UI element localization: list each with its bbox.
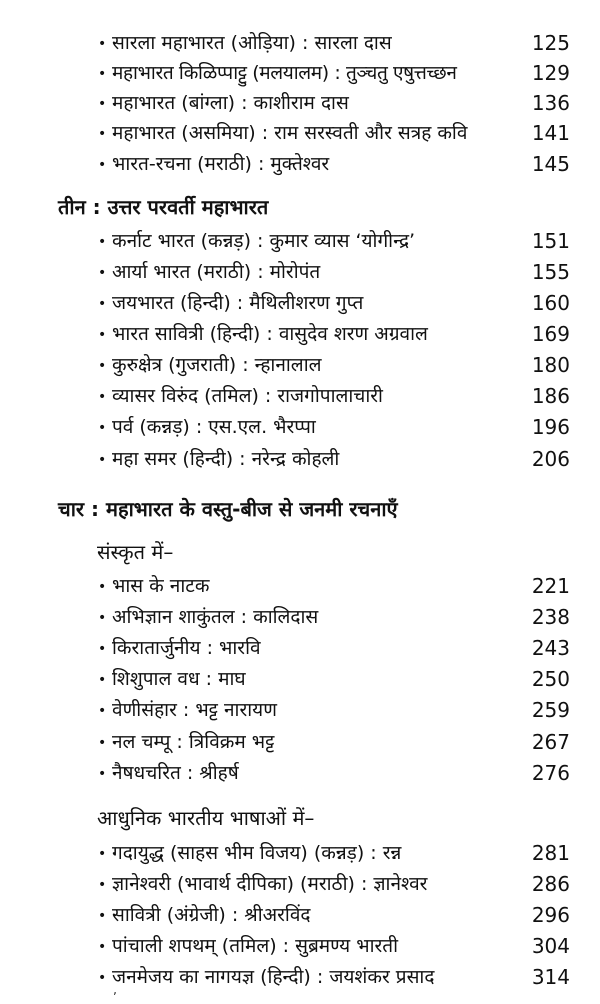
entry-title: ज्ञानेश्वरी (भावार्थ दीपिका) (मराठी) : ज्ञानेश्वर bbox=[112, 873, 428, 895]
cut-off-glyph-icon: ʼ bbox=[113, 990, 117, 1004]
entry-page-number: 186 bbox=[531, 384, 570, 408]
toc-entry bbox=[0, 633, 600, 663]
entry-title: सारला महाभारत (ओड़िया) : सारला दास bbox=[112, 32, 392, 54]
entry-page-number: 276 bbox=[531, 761, 570, 785]
bullet-icon: • bbox=[98, 264, 107, 281]
entry-title: व्यासर विरुंद (तमिल) : राजगोपालाचारी bbox=[112, 385, 383, 407]
bullet-icon: • bbox=[98, 845, 107, 862]
entry-page-number: 221 bbox=[531, 574, 570, 598]
entry-page-number: 296 bbox=[531, 903, 570, 927]
toc-entry bbox=[0, 602, 600, 632]
section-heading-chaar: चार : महाभारत के वस्तु-बीज से जनमी रचनाएँ bbox=[58, 497, 398, 521]
bullet-icon: • bbox=[98, 326, 107, 343]
entry-page-number: 155 bbox=[531, 260, 570, 284]
entry-page-number: 238 bbox=[531, 605, 570, 629]
entry-page-number: 304 bbox=[531, 934, 570, 958]
toc-entry bbox=[0, 444, 600, 474]
toc-entry bbox=[0, 118, 600, 148]
toc-entry bbox=[0, 900, 600, 930]
toc-entry bbox=[0, 838, 600, 868]
bullet-icon: • bbox=[98, 734, 107, 751]
entry-title: महाभारत (बांग्ला) : काशीराम दास bbox=[112, 92, 349, 114]
entry-title: पर्व (कन्नड़) : एस.एल. भैरप्पा bbox=[112, 416, 316, 438]
bullet-icon: • bbox=[98, 35, 107, 52]
entry-page-number: 206 bbox=[531, 447, 570, 471]
entry-page-number: 129 bbox=[531, 61, 570, 85]
entry-page-number: 151 bbox=[531, 229, 570, 253]
entry-page-number: 243 bbox=[531, 636, 570, 660]
toc-entry bbox=[0, 288, 600, 318]
toc-entry bbox=[0, 350, 600, 380]
entry-title: नल चम्पू : त्रिविक्रम भट्ट bbox=[112, 731, 275, 753]
entry-title: कर्नाट भारत (कन्नड़) : कुमार व्यास ‘योगीन्द्र’ bbox=[112, 230, 416, 252]
bullet-icon: • bbox=[98, 578, 107, 595]
bullet-icon: • bbox=[98, 907, 107, 924]
entry-title: किरातार्जुनीय : भारवि bbox=[112, 637, 261, 659]
bullet-icon: • bbox=[98, 95, 107, 112]
entry-title: वेणीसंहार : भट्ट नारायण bbox=[112, 699, 277, 721]
entry-page-number: 250 bbox=[531, 667, 570, 691]
toc-entry bbox=[0, 257, 600, 287]
entry-title: शिशुपाल वध : माघ bbox=[112, 668, 246, 690]
entry-page-number: 259 bbox=[531, 698, 570, 722]
toc-entry bbox=[0, 381, 600, 411]
entry-page-number: 125 bbox=[531, 31, 570, 55]
entry-title: नैषधचरित : श्रीहर्ष bbox=[112, 762, 239, 784]
subsection-heading-modern-indian-languages: आधुनिक भारतीय भाषाओं में– bbox=[97, 806, 315, 830]
bullet-icon: • bbox=[98, 295, 107, 312]
toc-entry bbox=[0, 962, 600, 992]
toc-entry bbox=[0, 727, 600, 757]
toc-entry bbox=[0, 869, 600, 899]
bullet-icon: • bbox=[98, 938, 107, 955]
bullet-icon: • bbox=[98, 640, 107, 657]
entry-title: महा समर (हिन्दी) : नरेन्द्र कोहली bbox=[112, 448, 340, 470]
entry-title: भारत सावित्री (हिन्दी) : वासुदेव शरण अग्रवाल bbox=[112, 323, 428, 345]
bullet-icon: • bbox=[98, 876, 107, 893]
entry-title: सावित्री (अंग्रेजी) : श्रीअरविंद bbox=[112, 904, 311, 926]
toc-entry bbox=[0, 58, 600, 88]
toc-entry bbox=[0, 88, 600, 118]
toc-entry bbox=[0, 931, 600, 961]
entry-page-number: 136 bbox=[531, 91, 570, 115]
bullet-icon: • bbox=[98, 156, 107, 173]
toc-entry bbox=[0, 226, 600, 256]
bullet-icon: • bbox=[98, 419, 107, 436]
toc-entry bbox=[0, 149, 600, 179]
bullet-icon: • bbox=[98, 233, 107, 250]
entry-page-number: 281 bbox=[531, 841, 570, 865]
entry-page-number: 286 bbox=[531, 872, 570, 896]
bullet-icon: • bbox=[98, 609, 107, 626]
entry-title: आर्या भारत (मराठी) : मोरोपंत bbox=[112, 261, 321, 283]
entry-title: जनमेजय का नागयज्ञ (हिन्दी) : जयशंकर प्रसाद bbox=[112, 966, 435, 988]
entry-title: जयभारत (हिन्दी) : मैथिलीशरण गुप्त bbox=[112, 292, 364, 314]
bullet-icon: • bbox=[98, 388, 107, 405]
entry-title: महाभारत किळिप्पाट्टु (मलयालम) : तुञ्चतु एषुत्तच्छन bbox=[112, 62, 457, 84]
entry-page-number: 141 bbox=[531, 121, 570, 145]
entry-page-number: 267 bbox=[531, 730, 570, 754]
toc-entry bbox=[0, 571, 600, 601]
entry-title: अभिज्ञान शाकुंतल : कालिदास bbox=[112, 606, 319, 628]
entry-title: भारत-रचना (मराठी) : मुक्तेश्वर bbox=[112, 153, 330, 175]
toc-entry bbox=[0, 664, 600, 694]
entry-page-number: 145 bbox=[531, 152, 570, 176]
section-heading-teen: तीन : उत्तर परवर्ती महाभारत bbox=[58, 195, 269, 219]
bullet-icon: • bbox=[98, 65, 107, 82]
subsection-heading-sanskrit: संस्कृत में– bbox=[97, 540, 174, 564]
toc-entry bbox=[0, 695, 600, 725]
entry-page-number: 160 bbox=[531, 291, 570, 315]
entry-page-number: 180 bbox=[531, 353, 570, 377]
entry-title: भास के नाटक bbox=[112, 575, 210, 597]
entry-page-number: 169 bbox=[531, 322, 570, 346]
entry-page-number: 196 bbox=[531, 415, 570, 439]
entry-title: गदायुद्ध (साहस भीम विजय) (कन्नड़) : रन्न bbox=[112, 842, 402, 864]
toc-entry bbox=[0, 758, 600, 788]
toc-entry bbox=[0, 412, 600, 442]
toc-entry bbox=[0, 319, 600, 349]
bullet-icon: • bbox=[98, 969, 107, 986]
bullet-icon: • bbox=[98, 765, 107, 782]
bullet-icon: • bbox=[98, 451, 107, 468]
entry-title: कुरुक्षेत्र (गुजराती) : न्हानालाल bbox=[112, 354, 322, 376]
entry-title: पांचाली शपथम् (तमिल) : सुब्रमण्य भारती bbox=[112, 935, 399, 957]
bullet-icon: • bbox=[98, 671, 107, 688]
bullet-icon: • bbox=[98, 357, 107, 374]
entry-title: महाभारत (असमिया) : राम सरस्वती और सत्रह कवि bbox=[112, 122, 468, 144]
entry-page-number: 314 bbox=[531, 965, 570, 989]
toc-entry bbox=[0, 28, 600, 58]
bullet-icon: • bbox=[98, 125, 107, 142]
bullet-icon: • bbox=[98, 702, 107, 719]
